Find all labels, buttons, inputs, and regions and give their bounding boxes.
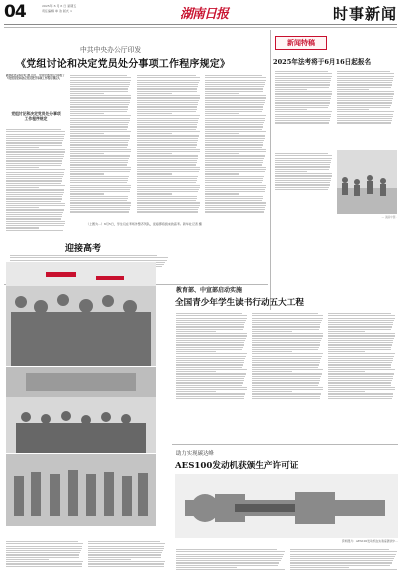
lead-col-3 xyxy=(137,74,201,280)
gaokao-headline: 2025年法考将于6月16日起报名 xyxy=(273,58,372,66)
right-divider xyxy=(270,30,271,310)
aes-caption: 资料图片：AES100发动机在实验室测试中… xyxy=(341,539,398,543)
edu-col-1 xyxy=(176,312,248,442)
right-photo xyxy=(337,150,397,214)
aes-col-1 xyxy=(6,540,84,582)
gaokao-col-2 xyxy=(337,70,395,150)
news-feature-label: 新闻特稿 xyxy=(287,38,315,47)
masthead-rule xyxy=(4,24,397,25)
section-title: 时事新闻 xyxy=(333,5,398,23)
lead-subhead: 中共中央办公厅印发 xyxy=(80,46,142,54)
aes-engine-photo xyxy=(175,474,398,538)
news-feature-tag xyxy=(275,36,327,50)
right-photo-caption: — 美丽中国 · xyxy=(381,216,397,219)
aes-kicker: 助力实现碳达峰 xyxy=(176,451,214,457)
date-line: 2025年 6 月 6 日 星期五 xyxy=(42,4,77,8)
inset-title: 党组讨论和决定党员处分事项工作程序规定 xyxy=(11,111,61,121)
aes-col-4 xyxy=(290,548,398,582)
aes-col-2 xyxy=(88,540,166,582)
feature-title: 迎接高考 xyxy=(65,244,102,254)
editor-line: 责任编辑 单 冶 版式 × xyxy=(42,9,73,13)
gaokao-col-1 xyxy=(275,70,333,150)
lead-side-box: 新华社北京6月5日电 近日，中共中央办公厅印发了《党组讨论和决定党员处分事项工作程序规定》。 xyxy=(6,74,65,81)
masthead-rule-thin xyxy=(4,27,397,28)
gaokao-wide-photo xyxy=(6,454,156,526)
paper-logo: 湖南日报 xyxy=(180,7,229,22)
lead-col-4 xyxy=(205,74,267,280)
edu-kicker: 教育部、中宣部启动实施 xyxy=(176,287,243,294)
edu-col-2 xyxy=(252,312,324,442)
lead-headline: 《党组讨论和决定党员处分事项工作程序规定》 xyxy=(16,59,231,70)
gaokao-col-3 xyxy=(275,152,333,210)
gaokao-main-photo xyxy=(6,262,156,366)
page-number: 04 xyxy=(4,2,26,22)
aes-headline: AES100发动机获颁生产许可证 xyxy=(175,461,299,471)
aes-col-3 xyxy=(176,548,286,582)
edu-bottom-rule xyxy=(172,444,398,445)
edu-col-3 xyxy=(328,312,396,442)
gaokao-side-photo xyxy=(6,367,156,453)
gaokao-photo-caption: （上图为…）6月5日，学生们在考场外整齐列队，迎接即将到来的高考。新华社记者 摄 xyxy=(86,222,202,226)
edu-headline: 全国青少年学生读书行动五大工程 xyxy=(175,298,304,308)
